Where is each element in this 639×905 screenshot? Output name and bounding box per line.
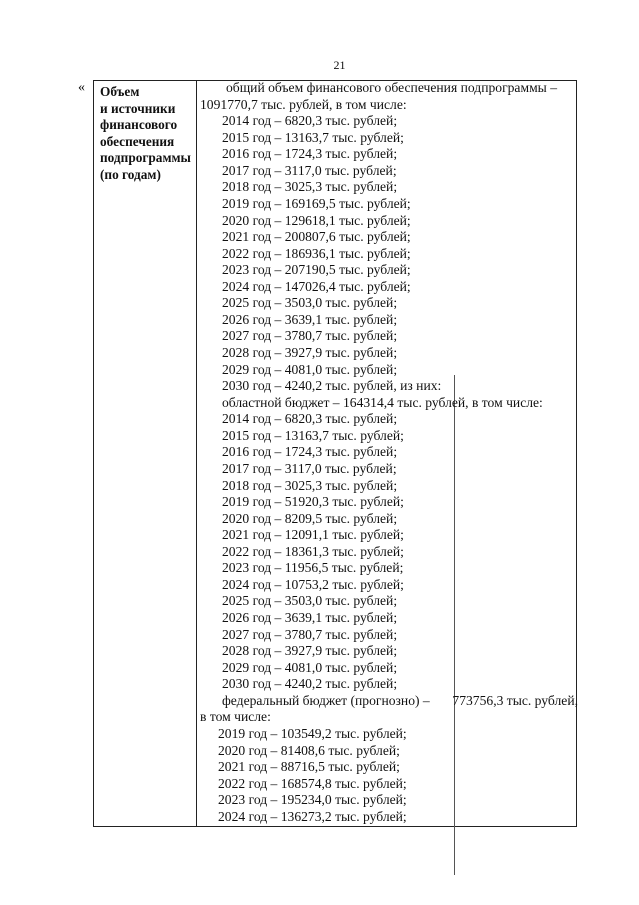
- regional-budget-intro: областной бюджет – 164314,4 тыс. рублей, в том числе:: [222, 394, 543, 410]
- regional-year-line: 2029 год – 4081,0 тыс. рублей;: [222, 659, 398, 675]
- total-year-line: 2028 год – 3927,9 тыс. рублей;: [222, 345, 398, 360]
- federal-year-line: 2021 год – 88716,5 тыс. рублей;: [218, 759, 400, 775]
- regional-year-line: 2022 год – 18361,3 тыс. рублей;: [222, 543, 404, 559]
- table-column-divider: [196, 80, 197, 827]
- content-cell: [200, 80, 578, 825]
- label-line: Объем: [100, 84, 140, 99]
- total-intro-line2: 1091770,7 тыс. рублей, в том числе:: [200, 96, 407, 112]
- total-year-line: 2020 год – 129618,1 тыс. рублей;: [222, 212, 411, 228]
- federal-year-line: 2020 год – 81408,6 тыс. рублей;: [218, 742, 400, 758]
- total-year-line: 2019 год – 169169,5 тыс. рублей;: [222, 195, 411, 211]
- regional-year-line: 2014 год – 6820,3 тыс. рублей;: [222, 411, 398, 427]
- federal-year-line: 2023 год – 195234,0 тыс. рублей;: [218, 792, 407, 808]
- federal-budget-intro-label: федеральный бюджет (прогнозно) –: [222, 692, 430, 708]
- regional-year-line: 2017 год – 3117,0 тыс. рублей;: [222, 460, 397, 476]
- label-line: и источники: [100, 100, 176, 116]
- total-year-line: 2015 год – 13163,7 тыс. рублей;: [222, 129, 404, 145]
- regional-year-line: 2027 год – 3780,7 тыс. рублей;: [222, 626, 398, 642]
- federal-year-line: 2024 год – 136273,2 тыс. рублей;: [218, 808, 407, 824]
- label-line: подпрограммы: [100, 150, 191, 165]
- label-line: финансового: [100, 117, 178, 132]
- regional-year-line: 2016 год – 1724,3 тыс. рублей;: [222, 444, 398, 460]
- regional-year-line: 2021 год – 12091,1 тыс. рублей;: [222, 527, 404, 543]
- page-number: 21: [333, 58, 346, 72]
- total-year-line: 2025 год – 3503,0 тыс. рублей;: [222, 295, 398, 311]
- opening-quote-mark: «: [78, 80, 85, 95]
- label-line: обеспечения: [100, 133, 175, 149]
- total-year-line: 2029 год – 4081,0 тыс. рублей;: [222, 361, 398, 377]
- regional-year-line: 2025 год – 3503,0 тыс. рублей;: [222, 593, 398, 609]
- total-year-line: 2017 год – 3117,0 тыс. рублей;: [222, 162, 397, 178]
- total-year-line: 2023 год – 207190,5 тыс. рублей;: [222, 262, 411, 278]
- regional-year-line: 2024 год – 10753,2 тыс. рублей;: [222, 576, 404, 592]
- federal-year-line: 2019 год – 103549,2 тыс. рублей;: [218, 725, 407, 741]
- federal-year-line: 2022 год – 168574,8 тыс. рублей;: [218, 775, 407, 791]
- total-year-line: 2021 год – 200807,6 тыс. рублей;: [222, 229, 411, 245]
- federal-budget-intro-total: 773756,3 тыс. рублей,: [452, 692, 578, 708]
- label-cell: [100, 84, 194, 183]
- total-year-line: 2030 год – 4240,2 тыс. рублей, из них:: [222, 378, 442, 394]
- regional-year-line: 2015 год – 13163,7 тыс. рублей;: [222, 427, 404, 443]
- total-year-line: 2022 год – 186936,1 тыс. рублей;: [222, 245, 411, 261]
- regional-year-line: 2020 год – 8209,5 тыс. рублей;: [222, 510, 398, 526]
- total-year-line: 2027 год – 3780,7 тыс. рублей;: [222, 328, 398, 344]
- regional-year-line: 2023 год – 11956,5 тыс. рублей;: [222, 560, 404, 576]
- federal-budget-intro: [200, 693, 578, 710]
- regional-year-line: 2028 год – 3927,9 тыс. рублей;: [222, 643, 398, 659]
- total-year-line: 2026 год – 3639,1 тыс. рублей;: [222, 311, 398, 327]
- regional-year-line: 2030 год – 4240,2 тыс. рублей;: [222, 676, 398, 692]
- total-year-line: 2018 год – 3025,3 тыс. рублей;: [222, 179, 398, 195]
- label-line: (по годам): [100, 166, 161, 182]
- regional-year-line: 2018 год – 3025,3 тыс. рублей;: [222, 477, 398, 493]
- total-year-line: 2016 год – 1724,3 тыс. рублей;: [222, 146, 398, 162]
- regional-year-line: 2026 год – 3639,1 тыс. рублей;: [222, 610, 398, 625]
- total-year-line: 2014 год – 6820,3 тыс. рублей;: [222, 113, 398, 129]
- total-intro-line: общий объем финансового обеспечения подпрограммы –: [226, 80, 558, 95]
- federal-budget-intro-line2: в том числе:: [200, 709, 271, 725]
- total-year-line: 2024 год – 147026,4 тыс. рублей;: [222, 278, 411, 294]
- regional-year-line: 2019 год – 51920,3 тыс. рублей;: [222, 494, 404, 510]
